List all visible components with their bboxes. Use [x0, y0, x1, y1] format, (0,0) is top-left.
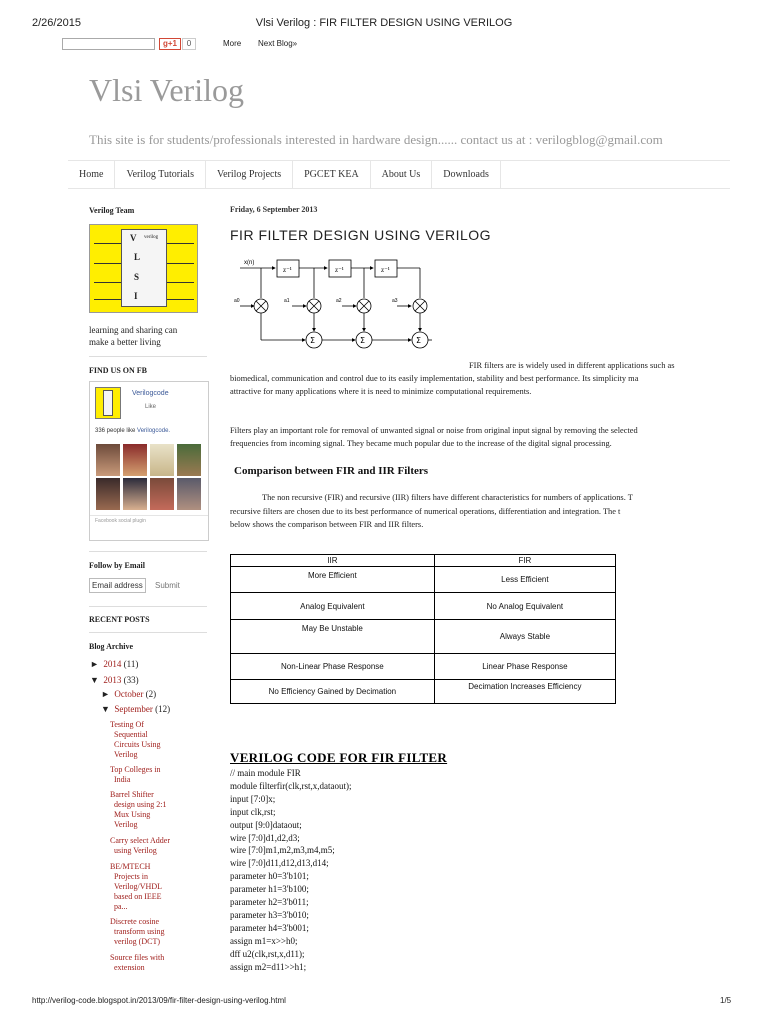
- table-row: [231, 567, 616, 593]
- print-date: 2/26/2015: [32, 17, 81, 29]
- collapse-arrow-icon[interactable]: ▼: [90, 675, 99, 685]
- para2-line2: frequencies from incoming signal. They became much popular due to the increase of the digital signal processing.: [230, 439, 612, 448]
- archive-year-2013[interactable]: ▼ 2013 (33): [90, 675, 139, 685]
- fb-page-name[interactable]: Verilogcode: [132, 390, 169, 397]
- table-cell: No Analog Equivalent: [434, 593, 615, 620]
- sum-label: Σ: [416, 336, 422, 345]
- table-row: [231, 680, 616, 704]
- tap-label: a2: [336, 298, 342, 304]
- search-input[interactable]: [62, 38, 155, 50]
- code-line: wire [7:0]m1,m2,m3,m4,m5;: [230, 845, 335, 856]
- archive-year-2014[interactable]: ► 2014 (11): [90, 659, 139, 669]
- tagline: learning and sharing can make a better living: [89, 325, 178, 347]
- archive-month-october[interactable]: ► October (2): [101, 689, 157, 699]
- code-block: [230, 767, 351, 974]
- fir-filter-diagram: [232, 254, 432, 354]
- code-line: wire [7:0]d11,d12,d13,d14;: [230, 858, 329, 869]
- table-header-cell: FIR: [434, 555, 615, 567]
- table-cell: Analog Equivalent: [231, 593, 435, 620]
- table-header-cell: IIR: [231, 555, 435, 567]
- code-line: assign m1=x>>h0;: [230, 935, 298, 946]
- more-button[interactable]: More: [223, 39, 242, 48]
- code-line: parameter h0=3'b101;: [230, 871, 309, 882]
- archive-post-link[interactable]: Source files with extension: [110, 953, 165, 972]
- team-heading: Verilog Team: [89, 206, 135, 215]
- para1-line2: biomedical, communication and control due to its easily implementation, stability and best performance. Its simplicity ma: [230, 374, 639, 383]
- code-line: parameter h4=3'b001;: [230, 922, 309, 933]
- archive-post-link[interactable]: Carry select Adder using Verilog: [110, 836, 170, 855]
- archive-post-link[interactable]: Testing Of Sequential Circuits Using Verilog: [110, 720, 161, 759]
- fan-avatar[interactable]: [177, 444, 201, 476]
- post-date: Friday, 6 September 2013: [230, 205, 318, 214]
- archive-post-link[interactable]: Top Colleges in India: [110, 765, 161, 784]
- fb-plugin-label: Facebook social plugin: [95, 518, 146, 524]
- table-cell: May Be Unstable: [231, 620, 435, 654]
- fb-like-button[interactable]: Like: [145, 404, 157, 410]
- para1-line3: attractive for many applications where it is need to minimize computational requirements.: [230, 387, 532, 396]
- para2-line1: Filters play an important role for removal of unwanted signal or noise from original input signal by removing the selected: [230, 426, 638, 435]
- nav-downloads[interactable]: Downloads: [432, 161, 501, 188]
- table-row: [231, 620, 616, 654]
- comparison-table: [230, 554, 616, 704]
- code-line: input [7:0]x;: [230, 793, 276, 804]
- code-line: parameter h2=3'b011;: [230, 897, 309, 908]
- archive-month-september[interactable]: ▼ September (12): [101, 704, 171, 714]
- input-label: x(n): [244, 260, 255, 266]
- code-line: output [9:0]dataout;: [230, 819, 302, 830]
- site-description: This site is for students/professionals interested in hardware design...... contact us at : verilogblog@gmail.com: [89, 132, 663, 147]
- nav-home[interactable]: Home: [68, 161, 115, 188]
- table-cell: Non-Linear Phase Response: [231, 654, 435, 680]
- table-cell: No Efficiency Gained by Decimation: [231, 680, 435, 704]
- fan-avatar[interactable]: [123, 444, 147, 476]
- site-title[interactable]: Vlsi Verilog: [89, 72, 244, 108]
- submit-button[interactable]: Submit: [155, 581, 180, 590]
- nav-pgcet-kea[interactable]: PGCET KEA: [293, 161, 371, 188]
- collapse-arrow-icon[interactable]: ▼: [101, 704, 110, 714]
- fan-avatar[interactable]: [96, 444, 120, 476]
- delay-label: z⁻¹: [283, 266, 292, 274]
- code-line: parameter h3=3'b010;: [230, 909, 309, 920]
- code-line: // main module FIR: [230, 768, 301, 778]
- archive-heading: Blog Archive: [89, 642, 134, 651]
- expand-arrow-icon[interactable]: ►: [90, 659, 99, 669]
- fan-avatar[interactable]: [96, 478, 120, 510]
- google-plus-count: 0: [182, 38, 196, 50]
- code-heading: VERILOG CODE FOR FIR FILTER: [230, 750, 448, 765]
- follow-heading: Follow by Email: [89, 561, 146, 570]
- archive-post-link[interactable]: BE/MTECH Projects in Verilog/VHDL based on IEEE pa...: [110, 862, 162, 911]
- comparison-heading: Comparison between FIR and IIR Filters: [234, 465, 429, 477]
- print-url: http://verilog-code.blogspot.in/2013/09/fir-filter-design-using-verilog.html: [32, 996, 286, 1005]
- code-line: parameter h1=3'b100;: [230, 884, 309, 895]
- post-title[interactable]: FIR FILTER DESIGN USING VERILOG: [230, 227, 492, 243]
- table-row: [231, 593, 616, 620]
- table-cell: Decimation Increases Efficiency: [434, 680, 615, 704]
- para3-line1: The non recursive (FIR) and recursive (IIR) filters have different characteristics for numbers of applications. T: [262, 493, 633, 502]
- fb-people-count: 336 people like: [95, 428, 136, 434]
- archive-post-link[interactable]: Barrel Shifter design using 2:1 Mux Using Verilog: [110, 790, 167, 829]
- tap-label: a3: [392, 298, 398, 304]
- code-line: input clk,rst;: [230, 806, 276, 817]
- para3-line3: below shows the comparison between FIR and IIR filters.: [230, 520, 424, 529]
- para3-line2: recursive filters are chosen due to its best performance of numerical operations, differentiation and integration. The t: [230, 507, 621, 516]
- fan-avatar[interactable]: [177, 478, 201, 510]
- print-page-number: 1/5: [720, 996, 732, 1005]
- fb-people-link[interactable]: Verilogcode.: [137, 428, 171, 434]
- nav-about-us[interactable]: About Us: [371, 161, 433, 188]
- tap-label: a0: [234, 298, 240, 304]
- nav-verilog-tutorials[interactable]: Verilog Tutorials: [115, 161, 206, 188]
- code-line: assign m2=d11>>h1;: [230, 961, 307, 972]
- table-cell: Less Efficient: [434, 567, 615, 593]
- code-line: module filterfir(clk,rst,x,dataout);: [230, 780, 352, 791]
- para1-line1: FIR filters are is widely used in different applications such as: [469, 361, 675, 370]
- fan-avatar[interactable]: [150, 444, 174, 476]
- email-field[interactable]: Email address: [89, 578, 146, 593]
- expand-arrow-icon[interactable]: ►: [101, 689, 110, 699]
- print-title: Vlsi Verilog : FIR FILTER DESIGN USING VERILOG: [255, 17, 513, 29]
- nav-verilog-projects[interactable]: Verilog Projects: [206, 161, 293, 188]
- table-row: [231, 654, 616, 680]
- facebook-like-box: [89, 381, 209, 541]
- recent-posts-heading: RECENT POSTS: [89, 615, 150, 624]
- fb-heading: FIND US ON FB: [89, 366, 148, 375]
- archive-post-link[interactable]: Discrete cosine transform using verilog (DCT): [110, 917, 165, 946]
- code-line: wire [7:0]d1,d2,d3;: [230, 832, 300, 843]
- delay-label: z⁻¹: [335, 266, 344, 274]
- table-cell: Always Stable: [434, 620, 615, 654]
- delay-label: z⁻¹: [381, 266, 390, 274]
- vlsi-logo: V verilog L S I: [89, 224, 198, 313]
- main-nav: [68, 160, 730, 189]
- fan-avatar[interactable]: [123, 478, 147, 510]
- table-cell: More Efficient: [231, 567, 435, 593]
- code-line: dff u2(clk,rst,x,d11);: [230, 948, 305, 959]
- table-header-row: [231, 555, 616, 567]
- fan-avatar[interactable]: [150, 478, 174, 510]
- fb-page-thumbnail[interactable]: [95, 387, 121, 419]
- sum-label: Σ: [360, 336, 366, 345]
- google-plus-button[interactable]: g+1: [159, 38, 181, 50]
- next-blog-link[interactable]: Next Blog»: [258, 39, 298, 48]
- table-cell: Linear Phase Response: [434, 654, 615, 680]
- tap-label: a1: [284, 298, 290, 304]
- sum-label: Σ: [310, 336, 316, 345]
